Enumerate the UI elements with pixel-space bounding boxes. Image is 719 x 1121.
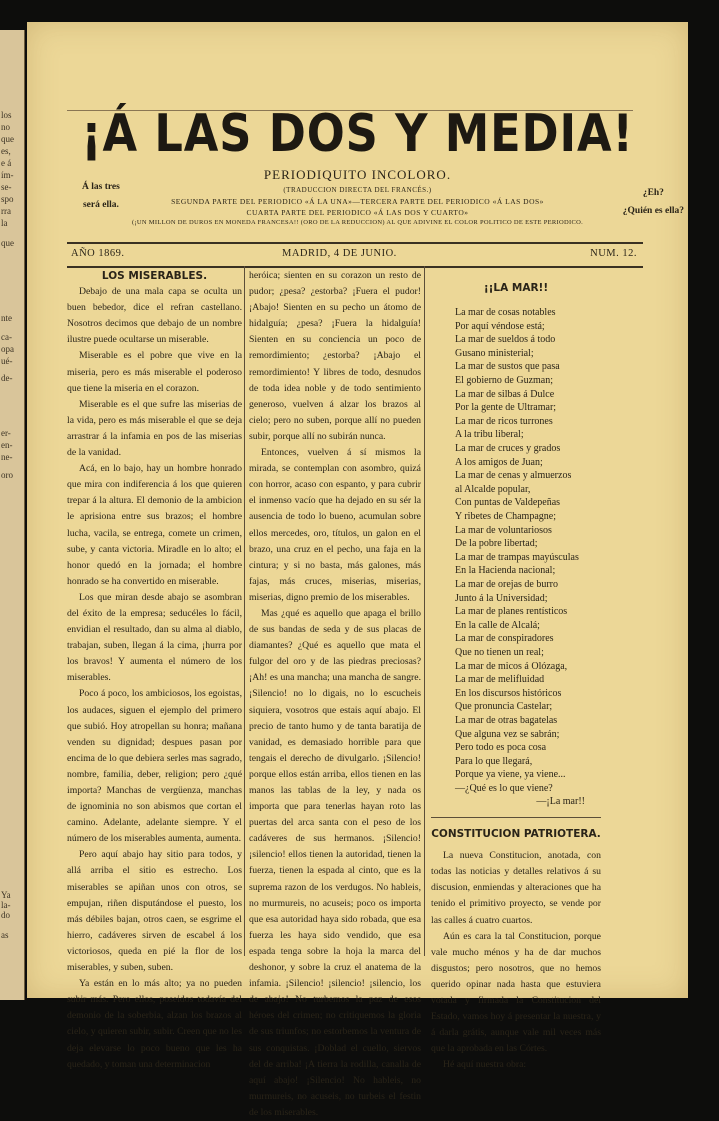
issue-number: NUM. 12.	[590, 248, 637, 259]
paragraph: Debajo de una mala capa se oculta un buen bebedor, dice el refran castellano. Nosotros decimos que debajo de un nombre ilustre puede ocultarse un miserable.	[67, 286, 242, 346]
left-ear	[82, 178, 120, 214]
prev-fragment: es,	[1, 146, 11, 156]
poem-line: Gusano ministerial;	[455, 347, 534, 359]
prev-fragment: do	[1, 910, 10, 920]
prev-fragment: oro	[1, 470, 13, 480]
left-ear-line: será ella.	[82, 200, 119, 210]
poem-line: La mar de conspiradores	[455, 633, 554, 645]
poem-title: ¡¡LA MAR!!	[483, 282, 549, 294]
issue-year: AÑO 1869.	[71, 248, 125, 259]
masthead-line-1: SEGUNDA PARTE DEL PERIODICO «Á LA UNA»—TERCERA PARTE DEL PERIODICO «Á LAS DOS»	[171, 197, 544, 206]
paragraph: Miserable es el que sufre las miserias de la vida, pero es más miserable el que se deja arrastrar á la infamia en pos de las miserias de la vanidad.	[67, 398, 242, 459]
poem-line: De la pobre libertad;	[455, 538, 538, 550]
paragraph: Miserable es el pobre que vive en la miseria, pero es más miserable el poderoso que tiene la miseria en el corazon.	[67, 350, 242, 394]
paragraph: Pero aquí abajo hay sitio para todos, y allá arriba el sitio es estrecho. Los miserables se apiñan unos con otros, se empujan, riñen disputándose el puesto, los más débiles bajan, otros caen, se esgrime el hierro, cadáveres sirven de escabel á los victoriosos, queda en pié la flor de los miserables, y suben, suben.	[67, 849, 242, 974]
masthead-title: ¡Á LAS DOS Y MEDIA!	[81, 104, 634, 164]
prev-fragment: ué-	[1, 356, 13, 366]
column-divider	[424, 266, 425, 956]
poem-line: La mar de sustos que pasa	[455, 361, 560, 373]
prev-fragment: opa	[1, 344, 14, 354]
poem-line: En la Hacienda nacional;	[455, 565, 556, 577]
column-divider	[244, 266, 245, 956]
masthead-line-2: CUARTA PARTE DEL PERIODICO «Á LAS DOS Y CUARTO»	[246, 208, 469, 217]
paragraph: Los que miran desde abajo se asombran del éxito de la empresa; seducéles lo fácil, envidian el resultado, dan su alma al diablo, trabajan, suben, llegan á la cima, ¡hurra por los bravos! Y aumenta el número de los miserables.	[67, 591, 242, 684]
paragraph: Acá, en lo bajo, hay un hombre honrado que mira con indiferencia á los que quieren trepar á la altura. El demonio de la ambicion le aprisiona entre sus brazos; el hombre lucha, vacila, se entrega, comete un crimen, sube, y canta victoria. Miradle en lo alto; el honor quedó en la jornada; el hombre honrado se ha convertido en miserable.	[67, 463, 242, 587]
poem-signature: —¡La mar!!	[536, 796, 585, 808]
poem-line: La mar de orejas de burro	[455, 578, 559, 590]
paragraph: Poco á poco, los ambiciosos, los egoistas, los audaces, siguen el ejemplo del primero que subió. Hoy atropellan su honra; mañana venden su dignidad; despues pasan por encima de lo que debiera serles mas sagrado, nombre, familia, deber, religion; pero ¿qué importa? Manchas de vergüenza, manchas de ignominia no son abismos que cortan el camino. Adelante, adelante siempre. Y el número de los miserables aumenta, aumenta.	[67, 688, 242, 845]
poem-line: Por la gente de Ultramar;	[455, 402, 557, 414]
translation-note: (TRADUCCION DIRECTA DEL FRANCÉS.)	[283, 186, 432, 194]
dateline-bar	[67, 242, 643, 268]
prev-fragment: de-	[1, 373, 13, 383]
poem-line: Y ribetes de Champagne;	[455, 511, 556, 522]
paragraph: Aún es cara la tal Constitucion, porque vale mucho ménos y ha de dar muchos disgustos; pero nosotros, que no hemos querido opinar nada hasta que estuviera votada y firmada la Constitucion del Estado, vamos hoy á presentar la nuestra, y á darla grátis, aunque vale mil veces más que la aprobada en las Córtes.	[431, 930, 601, 1055]
prev-fragment: no	[1, 122, 10, 132]
newspaper-page	[27, 22, 688, 1118]
prev-fragment: as	[1, 930, 9, 940]
previous-page-edge	[0, 30, 25, 1000]
poem-line: Con puntas de Valdepeñas	[455, 497, 561, 509]
poem-line: A los amigos de Juan;	[455, 456, 543, 468]
left-ear-line: Á las tres	[82, 182, 120, 192]
poem-line: La mar de silbas á Dulce	[455, 388, 555, 400]
masthead-subtitle: PERIODIQUITO INCOLORO.	[263, 167, 452, 182]
right-ear	[623, 184, 684, 220]
prev-fragment: la	[1, 218, 8, 228]
paragraph: La nueva Constitucion, anotada, con todas las noticias y detalles relativos á su discusion, enmiendas y alteraciones que ha tenido el primitivo proyecto, se vende por las calles á cuatro cuartos.	[431, 850, 601, 926]
poem-line: La mar de voluntariosos	[455, 524, 552, 536]
poem-line: La mar de cruces y grados	[455, 443, 561, 455]
poem-line: Que no tienen un real;	[455, 646, 544, 658]
prev-fragment: Ya	[1, 890, 11, 900]
poem-line: al Alcalde popular,	[455, 483, 531, 495]
poem-line: La mar de cosas notables	[455, 307, 556, 319]
column-3	[431, 268, 601, 1073]
right-ear-line: ¿Eh?	[642, 188, 664, 198]
paragraph: Hé aquí nuestra obra:	[443, 1059, 527, 1071]
poem-line: Porque ya viene, ya viene...	[455, 769, 566, 781]
prev-fragment: se-	[1, 182, 12, 192]
prev-fragment: rra	[1, 206, 11, 216]
poem-line: La mar de planes rentísticos	[455, 606, 568, 618]
prev-fragment: que	[1, 238, 14, 248]
prev-fragment: ím-	[1, 170, 14, 180]
paragraph: heróica; sienten en su corazon un resto de pudor; ¿pesa? ¿estorba? ¡Fuera el pudor! ¡Abajo! Sienten en su pecho un átomo de hidalguía; ¿pesa? ¡Fuera la hidalguía! Sienten en su conciencia un poco de remordimiento; ¿estorba? ¡Abajo el remordimiento! Y libres de todo, desnudos de toda idea noble y de todo sentimiento generoso, vuelven á alzar los brazos al cielo; pero no suben, porque allí no pueden subir, porque allí no subirán nunca.	[249, 270, 421, 442]
poem-line: —¿Qué es lo que viene?	[455, 782, 553, 794]
prev-fragment: en-	[1, 440, 13, 450]
place-date: MADRID, 4 DE JUNIO.	[282, 248, 397, 259]
poem-line: Pero todo es poca cosa	[455, 742, 547, 754]
poem-line: La mar de trampas mayúsculas	[455, 551, 579, 563]
poem-line: La mar de cenas y almuerzos	[455, 470, 572, 482]
poem-line: Por aquí véndose está;	[455, 320, 545, 332]
article-heading: CONSTITUCION PATRIOTERA.	[431, 828, 601, 841]
prev-fragment: ne-	[1, 452, 13, 462]
poem-line: La mar de otras bagatelas	[455, 714, 558, 726]
prev-fragment: nte	[1, 313, 12, 323]
prev-fragment: la-	[1, 900, 11, 910]
poem	[431, 306, 601, 809]
poem-line: La mar de micos á Olózaga,	[455, 660, 568, 672]
poem-line: El gobierno de Guzman;	[455, 375, 554, 387]
poem-line: Junto á la Universidad;	[455, 592, 548, 604]
prev-fragment: que	[1, 134, 14, 144]
paragraph: Ya están en lo más alto; ya no pueden subir más. Pero ellos, poseidos todavía del demonio de la soberbia, alzan los brazos al cielo, y quieren subir, subir. Creen que no les deja elevarse lo poco bueno que les ha quedado, y toman una determinacion	[67, 978, 242, 1070]
prev-fragment: er-	[1, 428, 11, 438]
article-heading: LOS MISERABLES.	[101, 270, 208, 282]
poem-line: Que alguna vez se sabrán;	[455, 728, 560, 740]
column-2	[249, 268, 421, 1121]
prev-fragment: ca-	[1, 332, 12, 342]
poem-line: En la calle de Alcalá;	[455, 619, 540, 631]
poem-line: A la tribu liberal;	[455, 429, 524, 441]
paragraph: Entonces, vuelven á sí mismos la mirada, se contemplan con asombro, quizá con horror, acaso con espanto, y para cubrir el inmenso vacío que ha dejado en su sér la ausencia de todo lo bueno, acumulan sobre ellos mercedes, oro, títulos, un galon en el brazo, una cruz en el pecho, una faja en la cintura; y si no basta, más galones, más fajas, más cruces, miserias, miserias, miserias, digno premio de los miserables.	[249, 447, 421, 603]
poem-line: La mar de ricos turrones	[455, 415, 553, 427]
column-1	[67, 268, 242, 1073]
poem-line: En los discursos históricos	[455, 687, 562, 699]
masthead-line-3: (¡UN MILLON DE DUROS EN MONEDA FRANCESA!! (ORO DE LA REDUCCION) AL QUE ADIVINE EL COLOR POLITICO DE ESTE PERIODICO.	[131, 219, 584, 226]
poem-line: La mar de sueldos á todo	[455, 334, 556, 346]
prev-fragment: spo	[1, 194, 14, 204]
paragraph: Mas ¿qué es aquello que apaga el brillo de sus bandas de seda y de sus placas de diamantes? ¿Qué es aquello que mata el fulgor del oro y de las piedras preciosas? ¡Ah! es una mancha; una mancha de sangre. ¡Silencio! no lo digais, no lo escucheis siquiera, vosotros que estais aquí abajo. El precio de tanto humo y de tanta baratija de vanidad, es demasiado horrible para que tengais el derecho de divulgarlo. ¡Silencio! porque ellos están arriba, ellos tienen en las manos las tablas de la ley, y nada os importa que para tenerlas hayan roto las puertas del arca santa con el peso de los cadáveres de sus hermanos. ¡Silencio! ¡silencio! ellos tienen la autoridad, tienen la fuerza, tienen la espada al cinto, que es la suprema razon de los verdugos. No hableis, no murmureis, no acuseis; poco os importa que esa autoridad haya sido robada, que esa fuerza les haya sido vendido, que esa espada tenga sobre la hoja la marca del deshonor, y sobre la cruz el anatema de la infamia. ¡Silencio! ¡silencio! ¡silencio, los de abajo! No turbemos la paz de esos héroes del crimen; no critiquemos la gloria de sus triunfos; no estorbemos la ventura de sus conquistas. ¡Doblad el cuello, siervos del de arriba! ¡A tierra la rodilla, canalla de aquí abajo! ¡Silencio! No hableis, no murmureis, no acuseis, no turbeis el festin de los miserables.	[249, 607, 421, 1118]
section-rule	[431, 817, 601, 818]
prev-fragment: los	[1, 110, 12, 120]
right-ear-line: ¿Quién es ella?	[622, 206, 684, 216]
prev-fragment: e á	[1, 158, 12, 168]
poem-line: La mar de melifluidad	[455, 674, 545, 686]
poem-line: Para lo que llegará,	[455, 755, 533, 767]
poem-line: Que pronuncia Castelar;	[455, 701, 553, 713]
